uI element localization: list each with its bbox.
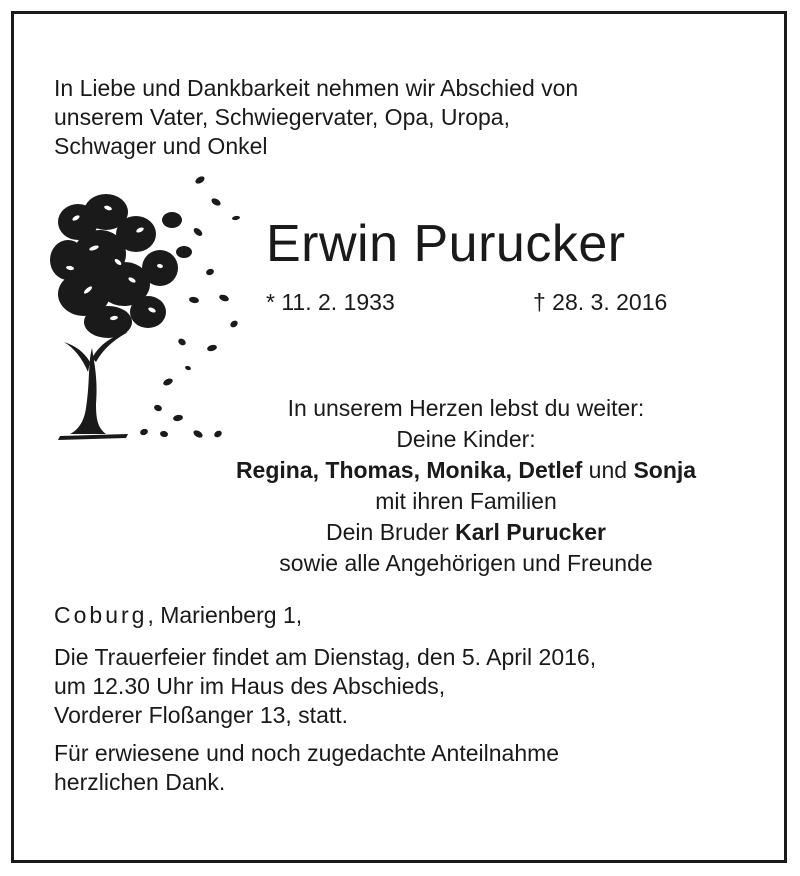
- death-date: † 28. 3. 2016: [533, 289, 668, 315]
- others-line: sowie alle Angehörigen und Freunde: [279, 550, 653, 576]
- intro-text: [54, 74, 734, 161]
- place-line: [54, 601, 302, 630]
- place-city: Coburg: [54, 602, 148, 628]
- children-label: Deine Kinder:: [396, 426, 536, 452]
- children-names: Regina, Thomas, Monika, Detlef: [235, 457, 583, 483]
- funeral-line-3: Vorderer Floßanger 13, statt.: [54, 702, 349, 728]
- intro-line-3: Schwager und Onkel: [54, 133, 268, 159]
- brother-name: Karl Purucker: [455, 519, 606, 545]
- funeral-info: [54, 643, 596, 730]
- deceased-name: Erwin Purucker: [266, 215, 626, 273]
- brother-prefix: Dein Bruder: [326, 519, 456, 545]
- funeral-line-1: Die Trauerfeier findet am Dienstag, den 5. April 2016,: [54, 644, 597, 670]
- children-line: [186, 455, 746, 486]
- motto-line: In unserem Herzen lebst du weiter:: [287, 395, 645, 421]
- thanks-line-1: Für erwiesene und noch zugedachte Anteilnahme: [54, 740, 560, 766]
- place-address: , Marienberg 1,: [147, 602, 303, 628]
- mourners-block: [186, 393, 746, 579]
- thanks-text: [54, 739, 559, 797]
- brother-line: [186, 517, 746, 548]
- thanks-line-2: herzlichen Dank.: [54, 769, 226, 795]
- intro-line-1: In Liebe und Dankbarkeit nehmen wir Abschied von: [54, 75, 579, 101]
- children-last-name: Sonja: [633, 457, 697, 483]
- intro-line-2: unserem Vater, Schwiegervater, Opa, Uropa,: [54, 104, 510, 130]
- children-and: und: [582, 457, 634, 483]
- families-line: mit ihren Familien: [375, 488, 557, 514]
- funeral-line-2: um 12.30 Uhr im Haus des Abschieds,: [54, 673, 446, 699]
- birth-date: * 11. 2. 1933: [266, 289, 395, 315]
